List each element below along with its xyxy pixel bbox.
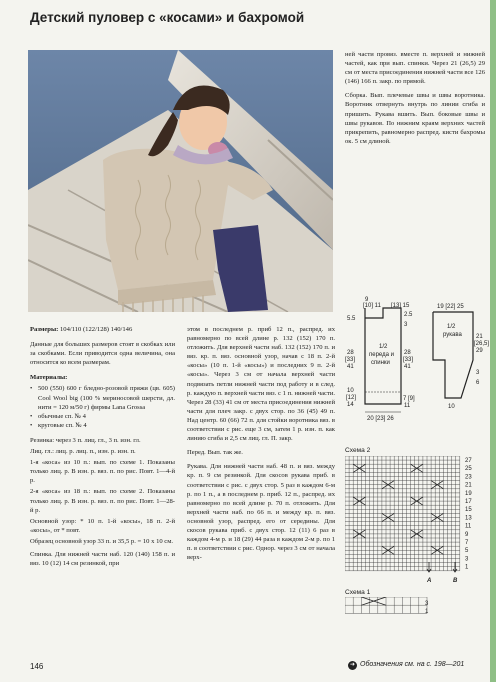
legend-reference <box>348 661 464 670</box>
right-column-text <box>345 50 485 148</box>
paragraph: ней части провяз. вместе п. верхней и нижней частей, как при вып. спинки. Через 21 (26,5) 29 см от места присоединения нижней части все 126 (146) 166 п. закр. по прямой. <box>345 51 485 86</box>
sleeve-right-bottom-0: 3 <box>476 370 480 376</box>
top-label-1: [10] 11 <box>363 303 381 309</box>
left-number-1: [33] <box>345 357 356 363</box>
schema2-row-number: 9 <box>465 531 469 538</box>
paragraph: Перед. Вып. так же. <box>187 449 243 457</box>
sizes-note: Данные для больших размеров стоят в скобках или за скобками. Если приводится одна величина, она относится ко всем размерам. <box>30 341 175 367</box>
schema2-title: Схема 2 <box>345 447 371 454</box>
product-photo <box>28 50 333 312</box>
schema2-row-number: 21 <box>465 482 472 489</box>
schema2-row-number: 19 <box>465 490 472 497</box>
schema1-title: Схема 1 <box>345 589 371 596</box>
top-small-left: 5.5 <box>347 316 356 322</box>
schema2-row-number: 1 <box>465 564 469 571</box>
left-bottom-0: 10 <box>347 388 354 394</box>
right-bottom-0: 7 [9] <box>403 396 415 402</box>
marker-a: A <box>427 578 432 584</box>
marker-arrow <box>453 562 457 572</box>
schema2-row-number: 23 <box>465 474 472 481</box>
page-title: Детский пуловер с «косами» и бахромой <box>30 10 305 25</box>
right-small: 3 <box>404 322 408 328</box>
center-label-2: переда и <box>369 352 394 358</box>
paragraph: Резинка: через 3 п. лиц. гл., 3 п. изн. гл. <box>30 436 141 444</box>
arrow-icon: ➜ <box>349 662 356 668</box>
sleeve-center-2: рукава <box>443 332 462 338</box>
sleeve-right-2: 29 <box>476 348 483 354</box>
schema2-grid <box>345 456 460 571</box>
top-small-right: 2.5 <box>404 312 413 318</box>
sleeve-diagram <box>425 300 490 410</box>
sizes-line <box>30 325 175 334</box>
photo-illustration <box>28 50 333 312</box>
front-back-diagram <box>343 296 423 426</box>
sleeve-bottom-label: 10 <box>448 404 455 410</box>
schema2-row-number: 15 <box>465 507 472 514</box>
schema2-row-number: 27 <box>465 458 472 464</box>
top-label-2: [13] 15 <box>391 303 410 309</box>
materials-label <box>30 373 175 382</box>
schema1-chart <box>345 597 445 617</box>
sleeve-right-0: 21 <box>476 334 483 340</box>
paragraph: Спинка. Для нижней части наб. 120 (140) 158 п. и вяз. 10 (12) 14 см резинкой, при <box>30 550 175 568</box>
left-bottom-2: 14 <box>347 402 354 408</box>
paragraph: этом в последнем р. приб 12 п., распред. их равномерно по всей длине р. 132 (152) 170 п. отложить. Для верхней части наб. 132 (152) 170 п. и вяз. кр. п. вяз. основной узор, начав с 18 п. 2-й «косы» (10 п. 1-й «косы») и последних 9 п. 2-й «косы». Через 3 см от начала верхней части подвязать петли нижней части под работу и в след. р. каждую п. верхней части вяз. с 1 п. нижней части. Через 28 (33) 41 см от места присоединения нижней части для плеч закр. с двух стор. по 36 (45) 49 п. Над центр. 60 (66) 72 п. для стойки воротника вяз. в соответствии с рис. еще 3 см, затем 1 р. изн. п. как линию сгиба и 2,5 см лиц. гл. П. закр. <box>187 326 335 443</box>
schema2-row-number: 7 <box>465 540 469 546</box>
bottom-label: 20 [23] 26 <box>367 416 394 422</box>
list-item: • обычные сп. № 4 <box>30 412 175 421</box>
center-label-1: 1/2 <box>379 344 388 350</box>
sleeve-right-bottom-1: 6 <box>476 380 480 386</box>
marker-arrow <box>427 562 431 572</box>
paragraph: Сборка. Вып. плечевые швы и швы воротника. Воротник отвернуть внутрь по линии сгиба и пришить. Рукава вшить. Вып. боковые швы и швы рукавов. По нижним краям верхних частей прикрепить, равномерно распред. кисти бахромы ок. 5 см длиной. <box>345 92 485 145</box>
middle-column-text <box>187 325 335 564</box>
schema2-row-number: 3 <box>465 556 469 563</box>
schema2-row-number: 5 <box>465 548 469 555</box>
paragraph: Образец основной узор 33 п. и 35,5 р. = 10 х 10 см. <box>30 537 174 545</box>
schema1-row-3: 3 <box>425 601 429 607</box>
sizes-label: Размеры: <box>30 326 59 333</box>
top-label-0: 9 <box>365 297 369 303</box>
list-item: • круговые сп. № 4 <box>30 421 175 430</box>
paragraph: Основной узор: * 10 п. 1-й «косы», 18 п. 2-й «косы», от * повт. <box>30 517 175 534</box>
cable-cross-symbol <box>361 597 386 605</box>
sizes-value: 104/110 (122/128) 140/146 <box>59 326 133 333</box>
center-label-3: спинки <box>371 360 390 366</box>
paragraph: Рукава. Для нижней части наб. 48 п. и вяз. между кр. п. 9 см резинкой. Для скосов рукава приб. в соответствии с рис. с двух стор. 5 раз в каждом 6-м р. по 1 п., а в последнем р. приб. 12 п., распред. их равномерно по всей длине р. 70 п. отложить. Для верхней части наб. по 66 п. и между кр. п. вяз. основной узор, распред. его от середины. Для скосов рукава приб. с двух стор. 12 (11) 6 раз в каждом 4-м р. и 18 (29) 44 раза в каждом 2-м р. по 1 п. в соответствии с рис. Однор. через 3 см от начала верх- <box>187 463 335 562</box>
right-number-0: 28 <box>404 350 411 356</box>
sleeve-center-1: 1/2 <box>447 324 456 330</box>
left-bottom-1: [12] <box>346 395 357 401</box>
schema2-chart <box>345 456 490 586</box>
paragraph: Лиц. гл.: лиц. р. лиц. п., изн. р. изн. п. <box>30 448 136 456</box>
marker-b: B <box>453 578 458 584</box>
schema2-row-number: 17 <box>465 499 472 505</box>
left-number-0: 28 <box>347 350 354 356</box>
left-column-text <box>30 325 175 570</box>
page-number: 146 <box>30 662 44 671</box>
materials-heading: Материалы: <box>30 374 68 382</box>
list-item: • 500 (550) 600 г бледно-розовой пряжи (цв. 605) Cool Wool big (100 % мериносовой шерсти, дл. нити = 120 м/50 г) фирмы Lana Grossa <box>30 384 175 411</box>
left-number-2: 41 <box>347 364 354 370</box>
page-edge-strip <box>490 0 496 682</box>
materials-list <box>30 384 175 429</box>
right-number-1: [33] <box>403 357 414 363</box>
sleeve-top-label: 19 [22] 25 <box>437 304 464 310</box>
schema1-grid <box>345 597 427 613</box>
right-number-2: 41 <box>404 364 411 370</box>
schema2-row-number: 13 <box>465 515 472 522</box>
paragraph: 2-я «коса» из 18 п.: вып. по схеме 2. Показаны только лиц. р. В изн. р. вяз. п. по рис. Повт. 1—28-й р. <box>30 488 175 514</box>
right-bottom-1: 11 <box>404 403 411 409</box>
sleeve-right-1: [26,5] <box>474 341 490 347</box>
schema1-row-1: 1 <box>425 609 429 615</box>
paragraph: 1-я «коса» из 10 п.: вып. по схеме 1. Показаны только лиц. р. В изн. р. вяз. п. по рис. Повт. 1—4-й р. <box>30 459 175 485</box>
schema2-row-number: 11 <box>465 523 472 530</box>
schema2-row-number: 25 <box>465 466 472 473</box>
reference-text: Обозначения см. на с. 198—201 <box>360 661 465 668</box>
